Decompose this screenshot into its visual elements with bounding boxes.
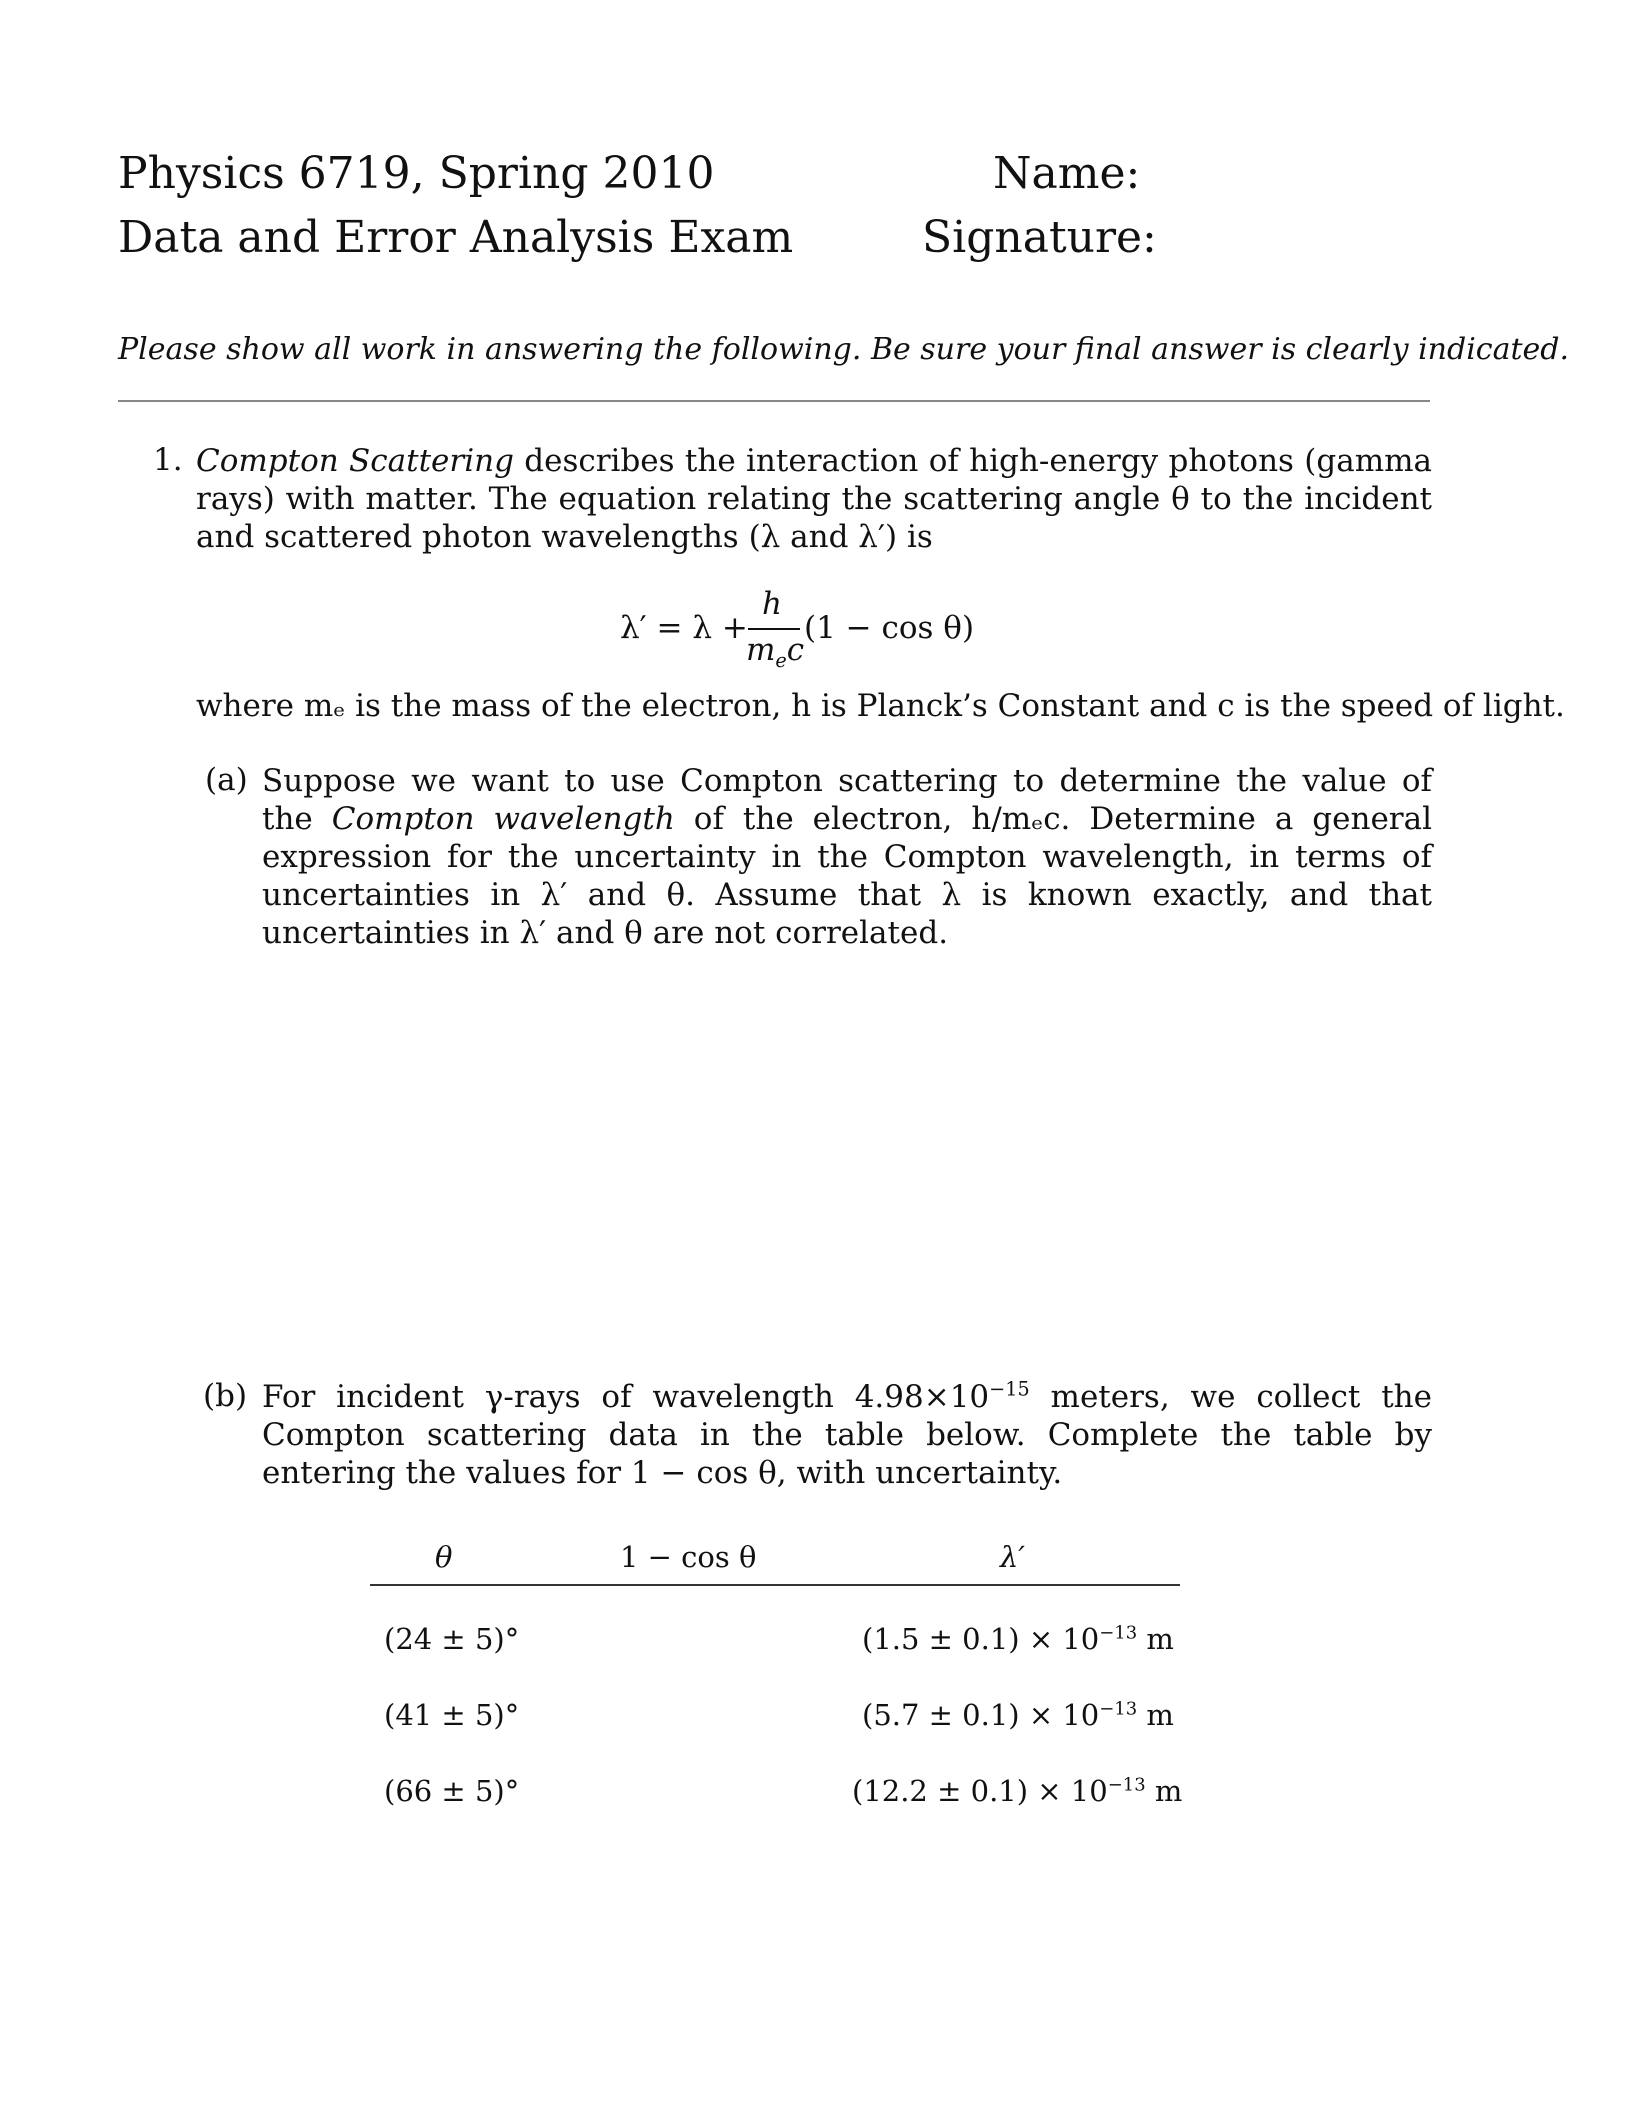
course-title: Physics 6719, Spring 2010 [118,148,715,199]
part-a-label: (a) [205,762,248,798]
table-cell-theta: (24 ± 5)° [384,1622,520,1656]
equation-numerator: h [762,586,782,622]
fraction-bar [748,628,800,630]
instructions: Please show all work in answering the following. Be sure your final answer is clearly indicated. [118,332,1570,367]
signature-label: Signature: [922,212,1157,263]
column-header-theta: θ [435,1540,453,1574]
table-cell-lambda-prime: $(1.5 \pm 0.1) \times 10^{-13}$ m [862,1622,1174,1656]
table-cell-lambda-prime: $(12.2 \pm 0.1) \times 10^{-13}$ m [852,1774,1183,1808]
table-header-rule [370,1584,1180,1586]
compton-wavelength-term: Compton wavelength [331,801,675,837]
part-b-text: For incident γ-rays of wavelength $4.98\times 10^{-15}$ meters, we collect the Compton scattering data in the table below. Complete the table by entering the values for 1 − cos θ, with uncertainty. [262,1377,1432,1491]
column-header-lambda-prime: λ′ [1000,1540,1025,1574]
part-a-text: Suppose we want to use Compton scattering to determine the value of the Compton wavelength of the electron, h/mₑc. Determine a general expression for the uncertainty in the Compton wavelength, in terms of uncertainties in λ′ and θ. Assume that λ is known exactly, and that uncertainties in λ′ and θ are not correlated. [262,763,1433,951]
question-term: Compton Scattering [196,443,514,479]
column-header-one-minus-cos: 1 − cos θ [620,1540,757,1574]
table-cell-theta: (41 ± 5)° [384,1698,520,1732]
table-cell-lambda-prime: $(5.7 \pm 0.1) \times 10^{-13}$ m [862,1698,1174,1732]
equation-denominator: $m_ec$ [746,632,805,673]
exam-title: Data and Error Analysis Exam [118,212,794,263]
part-b-label: (b) [203,1378,248,1414]
equation-where: where mₑ is the mass of the electron, h is Planck’s Constant and c is the speed of light. [196,688,1565,724]
divider [118,400,1430,402]
equation-lhs: λ′ = λ + [620,610,748,646]
equation-rhs: (1 − cos θ) [804,610,975,646]
question-intro-text: describes the interaction of high-energy photons (gamma rays) with matter. The equation relating the scattering angle θ to the incident and scattered photon wavelengths (λ and λ′) is [196,443,1432,555]
question-number: 1. [153,442,183,478]
table-cell-theta: (66 ± 5)° [384,1774,520,1808]
name-label: Name: [993,148,1141,199]
question-intro [196,442,1432,556]
